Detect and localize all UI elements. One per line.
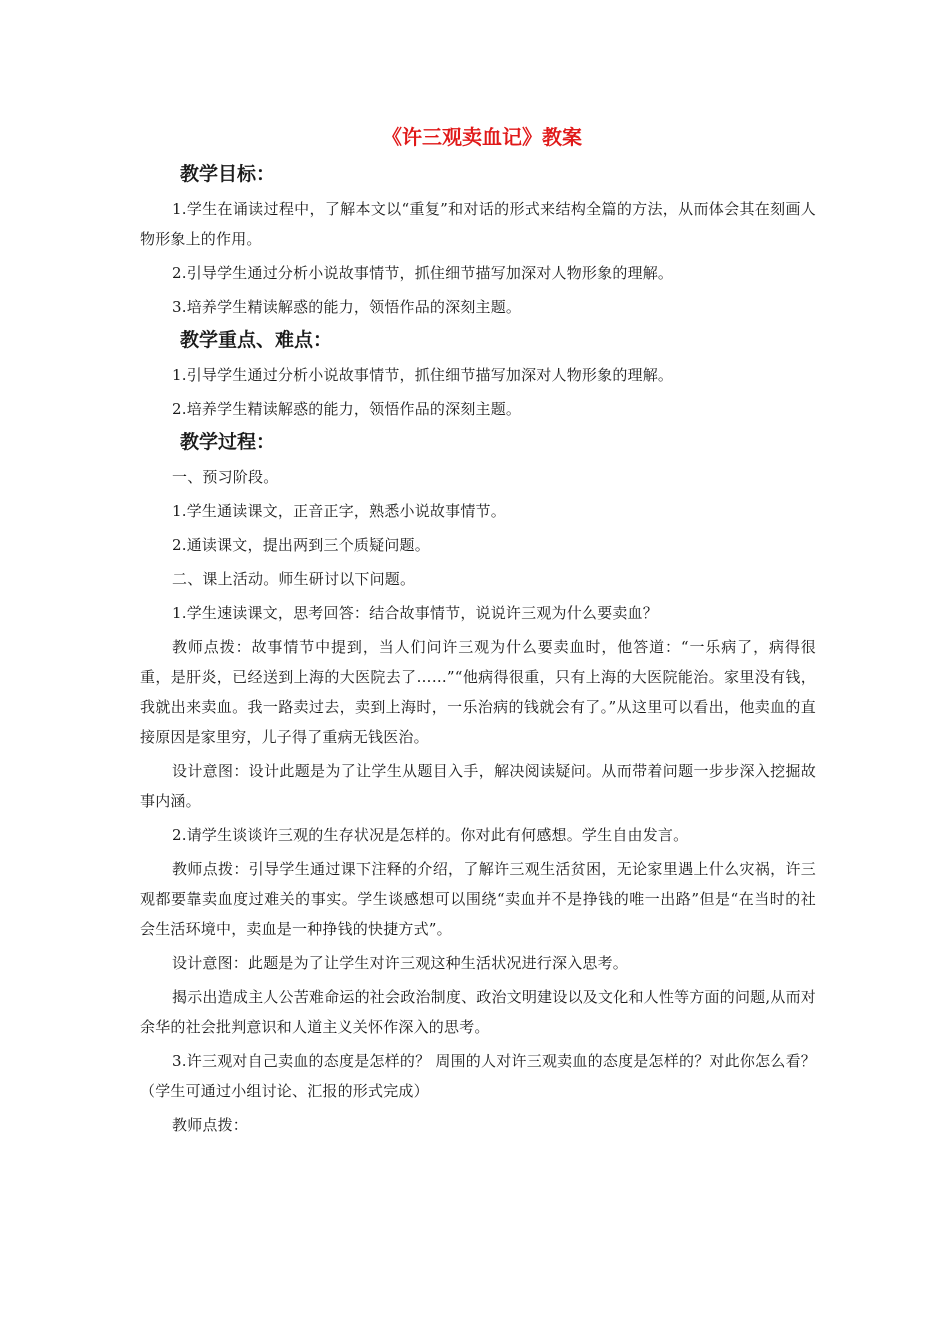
process-paragraph: 教师点拨：故事情节中提到，当人们问许三观为什么要卖血时，他答道：“一乐病了，病得很重，是肝炎，已经送到上海的大医院去了……”“他病得很重，只有上海的大医院能治。家里没有钱，我就出来卖血。我一路卖过去，卖到上海时，一乐治病的钱就会有了。”从这里可以看出，他卖血的直接原因是家里穷，儿子得了重病无钱医治。 xyxy=(140,638,816,746)
process-paragraph: 教师点拨：引导学生通过课下注释的介绍，了解许三观生活贫困，无论家里遇上什么灾祸，许三观都要靠卖血度过难关的事实。学生谈感想可以围绕“卖血并不是挣钱的唯一出路”但是“在当时的社会生活环境中，卖血是一种挣钱的快捷方式”。 xyxy=(140,860,816,938)
process-paragraph: 一、预习阶段。 xyxy=(172,468,279,486)
document-title: 《许三观卖血记》教案 xyxy=(382,125,582,149)
process-paragraph: 3.许三观对自己卖血的态度是怎样的？ 周围的人对许三观卖血的态度是怎样的？对此你怎么看？（学生可通过小组讨论、汇报的形式完成） xyxy=(140,1052,816,1100)
objective-item: 2.引导学生通过分析小说故事情节，抓住细节描写加深对人物形象的理解。 xyxy=(172,264,674,282)
process-paragraph: 1.学生通读课文，正音正字，熟悉小说故事情节。 xyxy=(172,502,506,520)
objective-item: 1.学生在诵读过程中，了解本文以“重复”和对话的形式来结构全篇的方法，从而体会其在刻画人物形象上的作用。 xyxy=(140,200,816,248)
process-paragraph: 揭示出造成主人公苦难命运的社会政治制度、政治文明建设以及文化和人性等方面的问题,从而对余华的社会批判意识和人道主义关怀作深入的思考。 xyxy=(140,988,816,1036)
process-heading: 教学过程： xyxy=(180,431,276,453)
process-paragraph: 2.通读课文，提出两到三个质疑问题。 xyxy=(172,536,430,554)
key-point-item: 1.引导学生通过分析小说故事情节，抓住细节描写加深对人物形象的理解。 xyxy=(172,366,674,384)
process-paragraph: 二、课上活动。师生研讨以下问题。 xyxy=(172,570,416,588)
process-paragraph: 2.请学生谈谈许三观的生存状况是怎样的。你对此有何感想。学生自由发言。 xyxy=(172,826,689,844)
process-paragraph: 设计意图：此题是为了让学生对许三观这种生活状况进行深入思考。 xyxy=(172,954,629,972)
process-paragraph: 1.学生速读课文，思考回答：结合故事情节，说说许三观为什么要卖血？ xyxy=(172,604,658,622)
key-point-item: 2.培养学生精读解惑的能力，领悟作品的深刻主题。 xyxy=(172,400,522,418)
objectives-heading: 教学目标： xyxy=(180,163,276,185)
document-page xyxy=(140,122,816,1144)
key-points-heading: 教学重点、难点： xyxy=(180,329,333,351)
objective-item: 3.培养学生精读解惑的能力，领悟作品的深刻主题。 xyxy=(172,298,522,316)
process-paragraph: 设计意图：设计此题是为了让学生从题目入手，解决阅读疑问。从而带着问题一步步深入挖掘故事内涵。 xyxy=(140,762,816,810)
process-paragraph: 教师点拨： xyxy=(172,1116,249,1134)
